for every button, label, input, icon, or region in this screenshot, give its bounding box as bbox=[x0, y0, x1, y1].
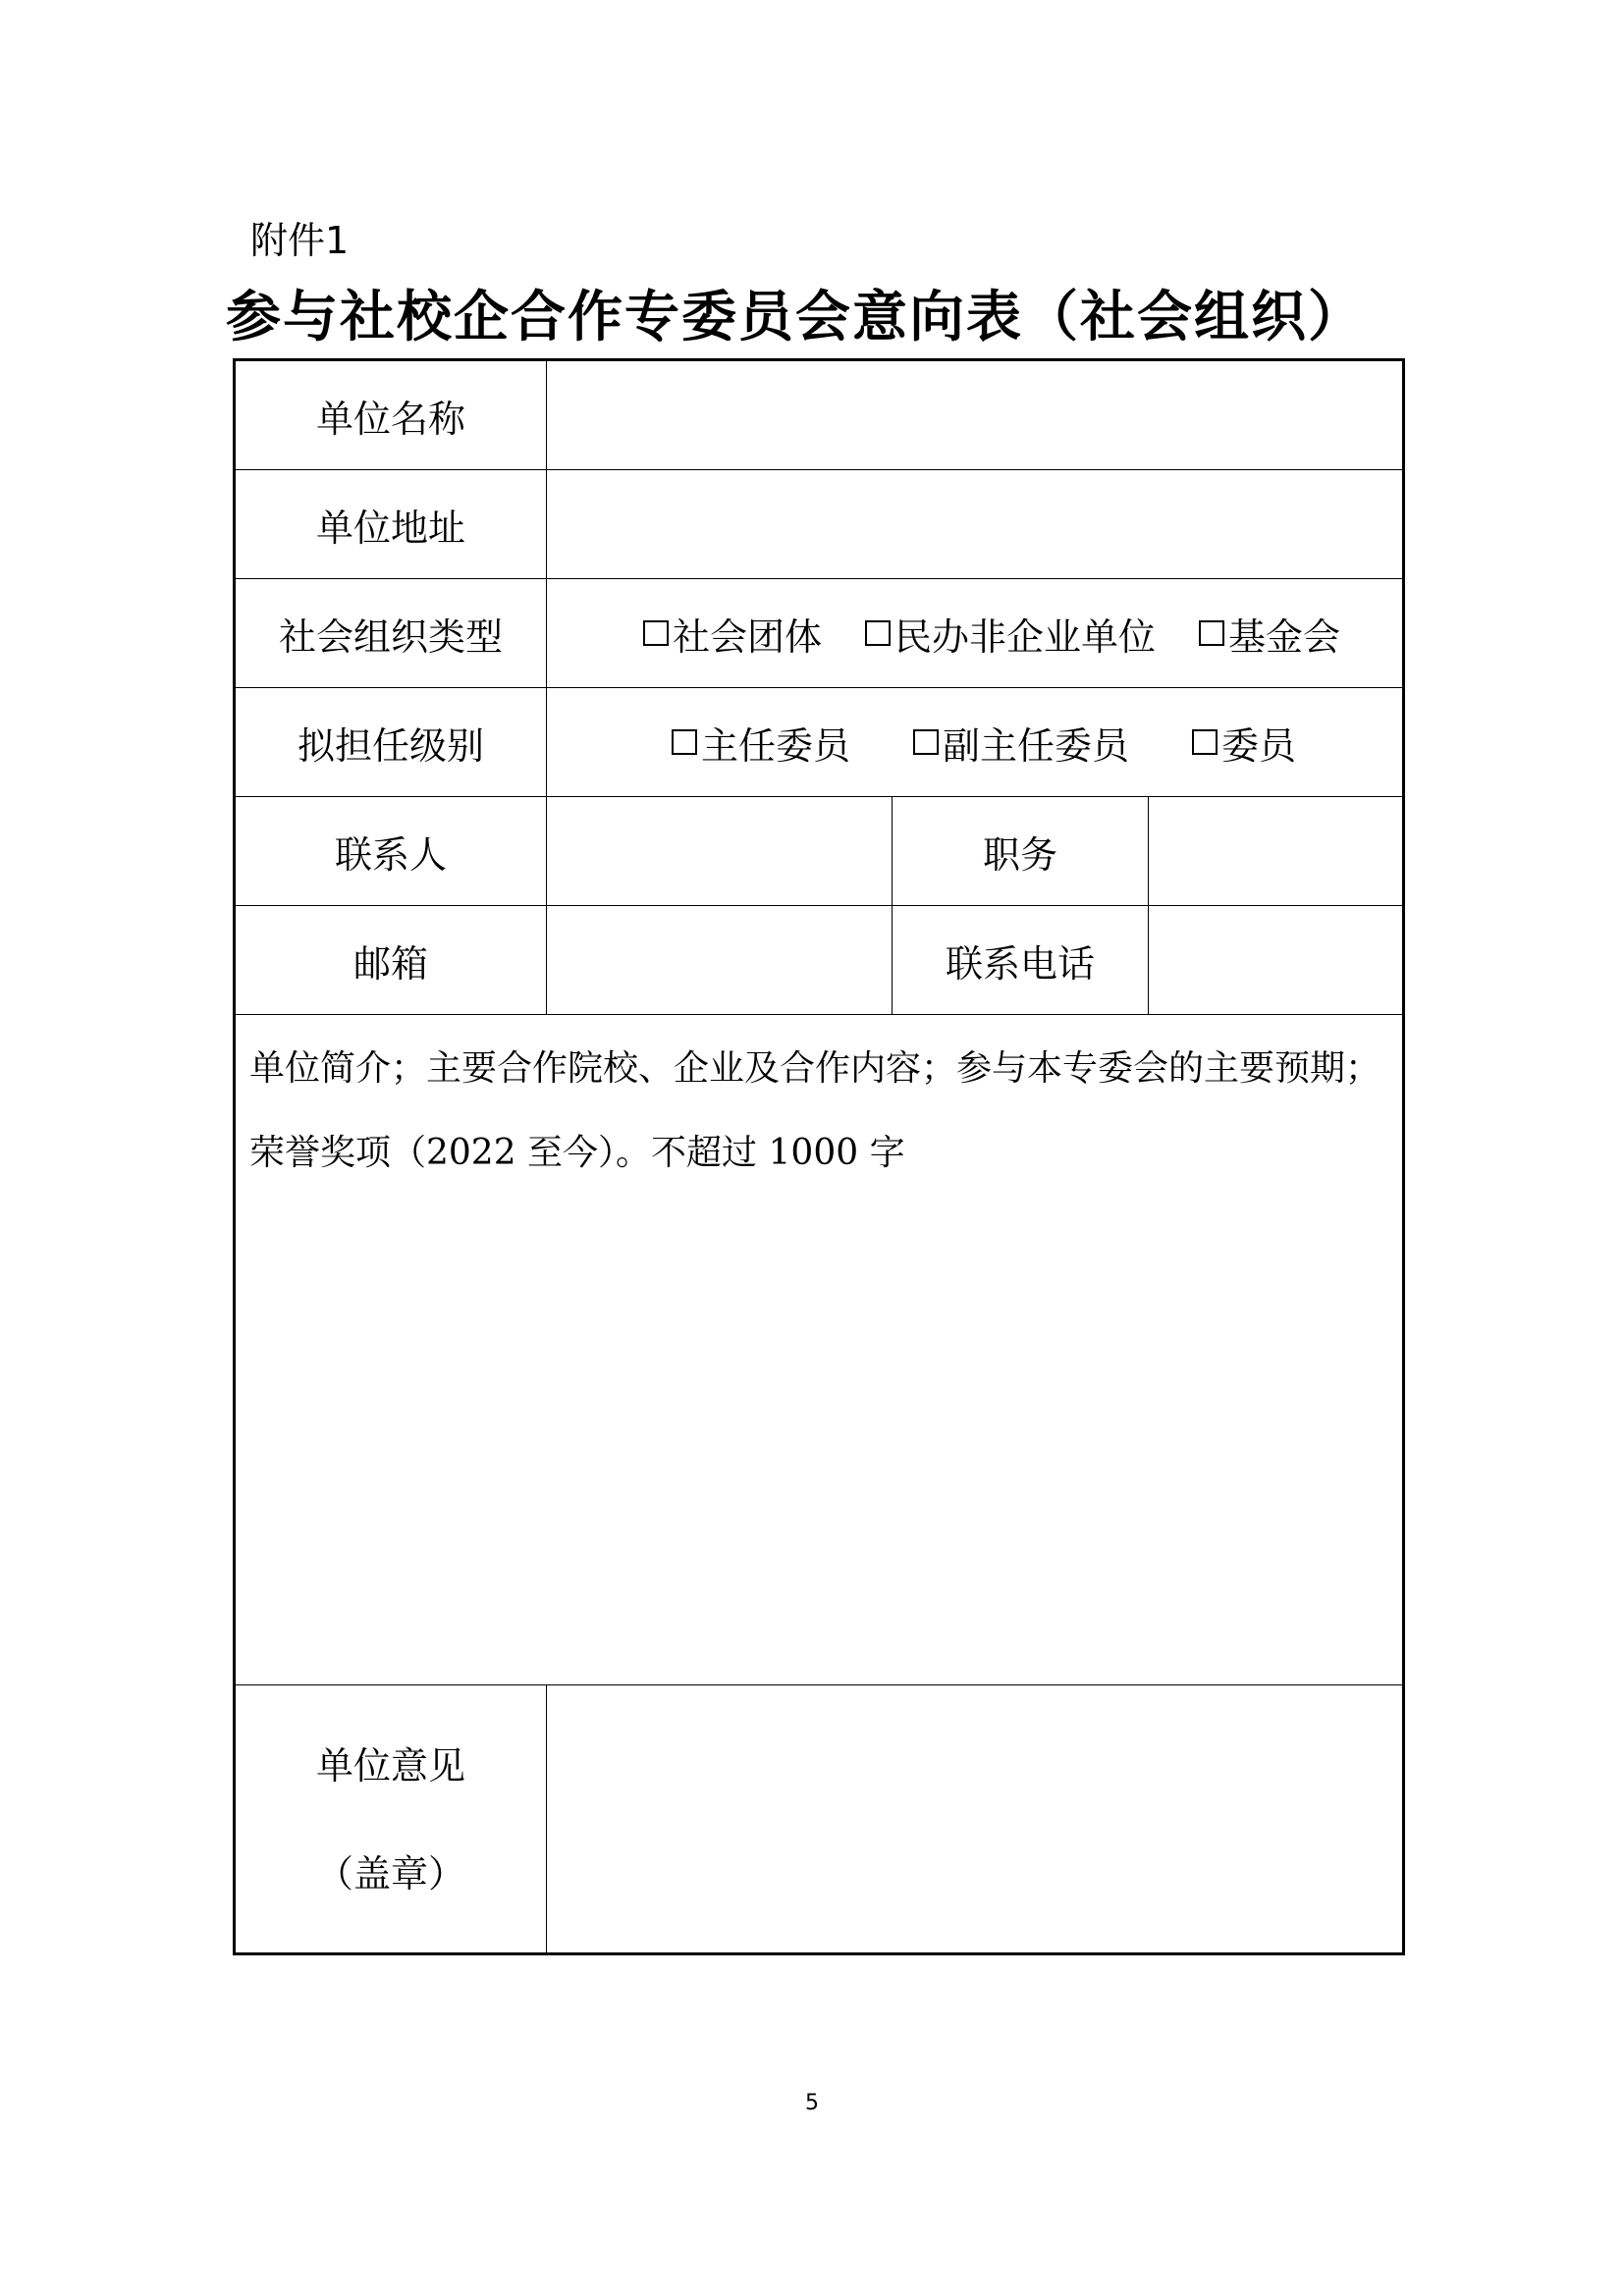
unit-address-label: 单位地址 bbox=[315, 506, 465, 550]
page-number: 5 bbox=[805, 2091, 819, 2115]
option-label: 民办非企业单位 bbox=[893, 614, 1156, 659]
email-field[interactable] bbox=[548, 906, 890, 1014]
org-type-option-private-non-enterprise[interactable] bbox=[865, 607, 1156, 661]
contact-field[interactable] bbox=[548, 797, 890, 905]
option-label: 副主任委员 bbox=[942, 723, 1129, 768]
unit-opinion-label: 单位意见 bbox=[315, 1744, 465, 1788]
position-option-member[interactable] bbox=[1192, 716, 1296, 770]
column-divider bbox=[1148, 796, 1149, 1014]
email-label: 邮箱 bbox=[352, 941, 428, 986]
job-title-label: 职务 bbox=[982, 832, 1057, 877]
phone-label: 联系电话 bbox=[945, 941, 1095, 986]
unit-intro-prompt: 单位简介；主要合作院校、企业及合作内容；参与本专委会的主要预期；荣誉奖项（2022 至今）。不超过 1000 字 bbox=[249, 1048, 1381, 1173]
position-option-director[interactable] bbox=[672, 716, 850, 770]
position-level-label: 拟担任级别 bbox=[297, 723, 484, 768]
org-type-options bbox=[546, 579, 1402, 687]
checkbox-icon[interactable] bbox=[913, 729, 939, 755]
org-type-option-foundation[interactable] bbox=[1199, 607, 1340, 661]
org-type-label: 社会组织类型 bbox=[278, 614, 503, 659]
option-label: 基金会 bbox=[1228, 614, 1341, 659]
seal-label: （盖章） bbox=[315, 1852, 465, 1896]
position-option-deputy-director[interactable] bbox=[913, 716, 1129, 770]
org-type-option-social-group[interactable] bbox=[643, 607, 822, 661]
option-label: 社会团体 bbox=[672, 614, 822, 659]
checkbox-icon[interactable] bbox=[1199, 620, 1224, 646]
checkbox-icon[interactable] bbox=[643, 620, 669, 646]
phone-field[interactable] bbox=[1150, 906, 1404, 1014]
attachment-label: 附件1 bbox=[250, 219, 350, 262]
unit-address-field[interactable] bbox=[548, 470, 1404, 578]
page-title: 参与社校企合作专委员会意向表（社会组织） bbox=[226, 286, 1365, 349]
unit-opinion-field[interactable] bbox=[548, 1685, 1404, 1952]
checkbox-icon[interactable] bbox=[1192, 729, 1218, 755]
checkbox-icon[interactable] bbox=[865, 620, 891, 646]
column-divider bbox=[546, 1684, 547, 1955]
column-divider bbox=[892, 796, 893, 1014]
option-label: 主任委员 bbox=[700, 723, 850, 768]
contact-label: 联系人 bbox=[334, 832, 447, 877]
job-title-field[interactable] bbox=[1150, 797, 1404, 905]
unit-name-label: 单位名称 bbox=[315, 397, 465, 441]
checkbox-icon[interactable] bbox=[672, 729, 697, 755]
unit-intro-area[interactable] bbox=[236, 1015, 1402, 1683]
position-level-options bbox=[546, 688, 1402, 796]
intent-form-table bbox=[233, 358, 1405, 1955]
option-label: 委员 bbox=[1221, 723, 1297, 768]
unit-name-field[interactable] bbox=[548, 361, 1404, 469]
